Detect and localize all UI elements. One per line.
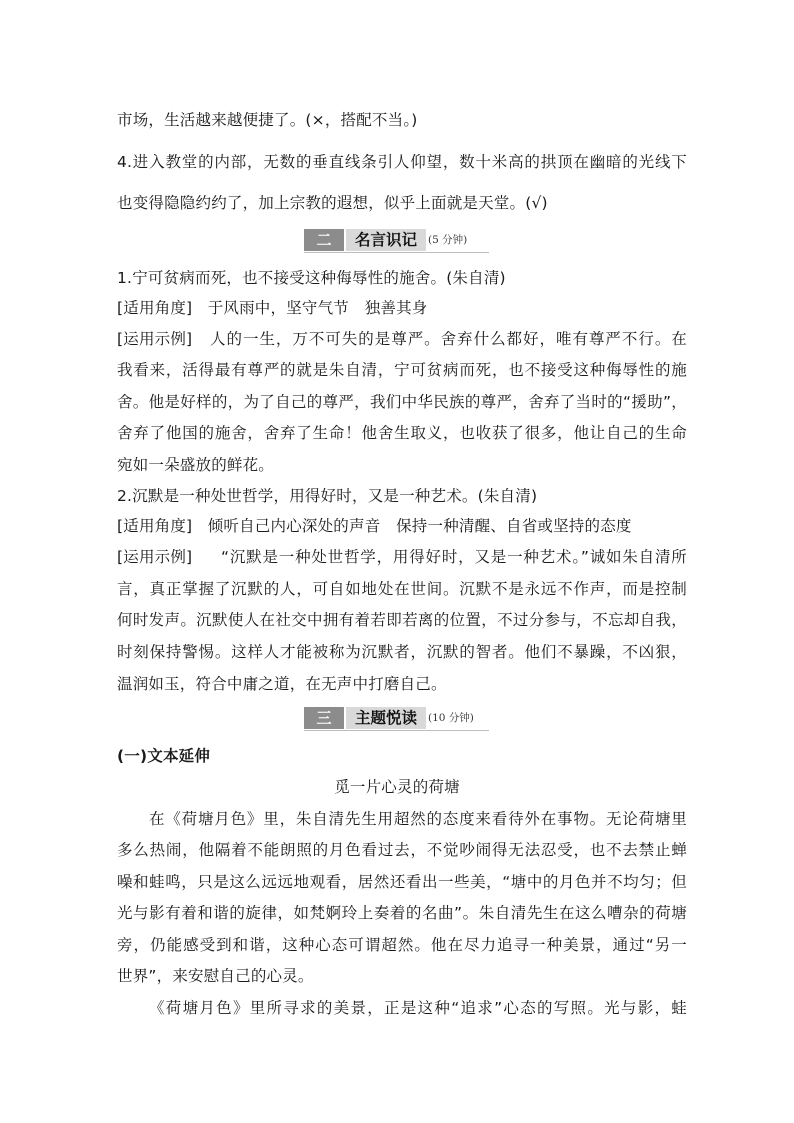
para-line: 在《荷塘月色》里，朱自清先生用超然的态度来看待外在事物。无论荷塘里 <box>149 810 687 828</box>
article-title: 觅一片心灵的荷塘 <box>334 778 460 796</box>
text-line: 也变得隐隐约约了，加上宗教的遐想，似乎上面就是天堂。(√) <box>117 194 548 212</box>
section-title: 主题悦读 <box>346 707 426 729</box>
example-tag: [运用示例] <box>117 330 193 348</box>
section-header-reading <box>304 707 489 731</box>
reading-subhead: (一)文本延伸 <box>117 747 211 765</box>
example-line: 时刻保持警惕。这样人才能被称为沉默者，沉默的智者。他们不暴躁，不凶狠， <box>117 643 687 661</box>
para-line: 光与影有着和谐的旋律，如梵婀玲上奏着的名曲”。朱自清先生在这么嘈杂的荷塘 <box>117 904 687 922</box>
quote-text: 1.宁可贫病而死，也不接受这种侮辱性的施舍。(朱自清) <box>117 269 506 287</box>
example-line: 何时发声。沉默使人在社交中拥有着若即若离的位置，不过分参与，不忘却自我， <box>117 611 687 629</box>
angle-line <box>117 298 687 318</box>
para-line: 《荷塘月色》里所寻求的美景，正是这种“追求”心态的写照。光与影，蛙 <box>149 999 687 1017</box>
example-line: 舍。他是好样的，为了自己的尊严，我们中华民族的尊严，舍弃了当时的“援助”， <box>117 393 687 411</box>
example-text: “沉默是一种处世哲学，用得好时，又是一种艺术。”诚如朱自清所 <box>220 548 687 566</box>
angle-text: 于风雨中，坚守气节 独善其身 <box>207 299 428 317</box>
angle-tag: [适用角度] <box>117 299 193 317</box>
quote-text: 2.沉默是一种处世哲学，用得好时，又是一种艺术。(朱自清) <box>117 487 538 505</box>
section-time: (10 分钟) <box>428 712 474 724</box>
section-header-quotes <box>304 229 489 253</box>
example-line: 舍弃了他国的施舍，舍弃了生命！他舍生取义，也收获了很多，他让自己的生命 <box>117 424 687 442</box>
para-line: 噪和蛙鸣，只是这么远远地观看，居然还看出一些美，“塘中的月色并不均匀；但 <box>117 873 687 891</box>
text-line: 4.进入教堂的内部，无数的垂直线条引人仰望，数十米高的拱顶在幽暗的光线下 <box>117 153 687 171</box>
example-line: 我看来，活得最有尊严的就是朱自清，宁可贫病而死，也不接受这种侮辱性的施 <box>117 361 687 379</box>
para-line: 多么热闹，他隔着不能朗照的月色看过去，不觉吵闹得无法忍受，也不去禁止蝉 <box>117 841 687 859</box>
example-line <box>117 329 687 349</box>
section-number: 二 <box>304 229 344 251</box>
example-line: 言，真正掌握了沉默的人，可自如地处在世间。沉默不是永远不作声，而是控制 <box>117 580 687 598</box>
text-line: 市场，生活越来越便捷了。(×，搭配不当。) <box>117 111 418 129</box>
example-line: 温润如玉，符合中庸之道，在无声中打磨自己。 <box>117 675 447 693</box>
section-time: (5 分钟) <box>428 234 468 246</box>
example-text: 人的一生，万不可失的是尊严。舍弃什么都好，唯有尊严不行。在 <box>210 330 687 348</box>
example-line: 宛如一朵盛放的鲜花。 <box>117 456 275 474</box>
example-line <box>117 547 687 567</box>
para-line: 世界”，来安慰自己的心灵。 <box>117 967 314 985</box>
section-number: 三 <box>304 707 344 729</box>
angle-line <box>117 516 687 536</box>
para-line: 旁，仍能感受到和谐，这种心态可谓超然。他在尽力追寻一种美景，通过“另一 <box>117 936 687 954</box>
angle-tag: [适用角度] <box>117 517 193 535</box>
angle-text: 倾听自己内心深处的声音 保持一种清醒、自省或坚持的态度 <box>207 517 632 535</box>
section-title: 名言识记 <box>346 229 426 251</box>
example-tag: [运用示例] <box>117 548 193 566</box>
